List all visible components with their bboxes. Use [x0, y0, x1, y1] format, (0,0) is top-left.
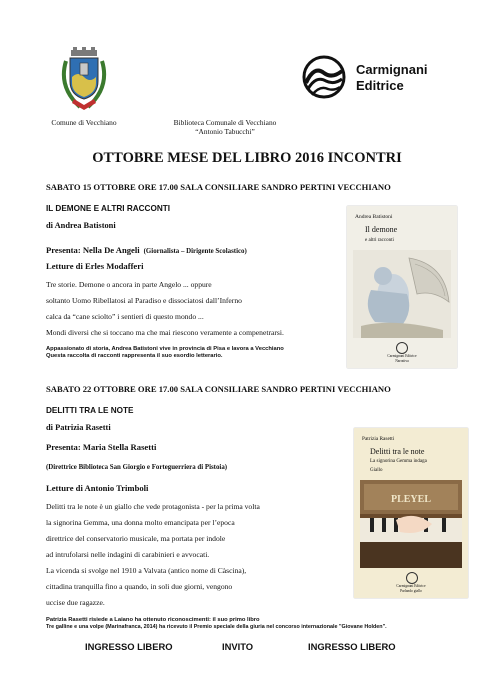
- cover2-author: Patrizia Rasetti: [362, 436, 395, 442]
- comune-caption: Comune di Vecchiano: [51, 118, 117, 127]
- event1-desc-line-4: Mondi diversi che si toccano ma che mai riescono veramente a compenetrarsi.: [46, 328, 284, 337]
- event2-desc-line-6: cittadina tranquilla fino a quando, in soli due giorni, vengono: [46, 582, 233, 591]
- event2-desc-line-1: Delitti tra le note è un giallo che vede protagonista - per la prima volta: [46, 502, 260, 511]
- publisher-logo-icon: [302, 55, 346, 99]
- cover2-title-line1: Delitti tra le note: [370, 447, 425, 456]
- event1-presenter-line: [46, 240, 247, 258]
- event2-desc-line-5: La vicenda si svolge nel 1910 a Valvata (antico nome di Càscina),: [46, 566, 247, 575]
- biblioteca-caption-line2: “Antonio Tabucchi”: [195, 127, 255, 136]
- publisher-name-line2: Editrice: [356, 78, 404, 93]
- event1-note-line-1: Appassionato di storia, Andrea Batistoni vive in provincia di Pisa e lavora a Vecchiano: [46, 346, 284, 352]
- footer-ingresso-libero-right: INGRESSO LIBERO: [308, 641, 396, 652]
- cover1-title-line1: Il demone: [365, 225, 398, 234]
- event2-note-line-1: Patrizia Rasetti risiede a Laiano ha ottenuto riconoscimenti: il suo primo libro: [46, 617, 260, 623]
- event1-readings: Letture di Erles Modafferi: [46, 261, 144, 271]
- footer-invito: INVITO: [222, 641, 254, 652]
- cover2-title-line2: La signorina Gemma indaga: [370, 459, 427, 464]
- comune-crest: [58, 47, 110, 111]
- event1-note-line-2: Questa raccolta di racconti rappresenta il suo esordio letterario.: [46, 353, 223, 359]
- cover2-artwork: [360, 480, 462, 568]
- event2-book-title: DELITTI TRA LE NOTE: [46, 406, 134, 415]
- cover2-series: Parlando giallo: [400, 589, 422, 593]
- event2-desc-line-7: uccise due ragazze.: [46, 598, 105, 607]
- publisher-name-line1: Carmignani: [356, 62, 428, 77]
- cover1-publisher-icon: [396, 342, 408, 354]
- event2-desc-line-2: la signorina Gemma, una donna molto emancipata per l’epoca: [46, 518, 235, 527]
- book-cover-delitti-tra-le-note: [354, 428, 468, 598]
- cover1-title-line2: e altri racconti: [365, 238, 394, 243]
- event1-heading: SABATO 15 OTTOBRE ORE 17.00 SALA CONSILIARE SANDRO PERTINI VECCHIANO: [46, 182, 391, 192]
- cover1-author: Andrea Batistoni: [355, 214, 393, 220]
- event1-presenter-role: (Giornalista – Dirigente Scolastico): [143, 248, 247, 255]
- event1-desc-line-1: Tre storie. Demone o ancora in parte Angelo ... oppure: [46, 280, 212, 289]
- event2-desc-line-4: ad intrufolarsi nelle indagini di carabinieri e avvocati.: [46, 550, 210, 559]
- event2-readings: Letture di Antonio Trimboli: [46, 483, 149, 493]
- biblioteca-caption-line1: Biblioteca Comunale di Vecchiano: [173, 118, 277, 127]
- cover2-publisher-icon: [406, 572, 418, 584]
- cover1-series: Narrativa: [395, 359, 409, 363]
- event1-desc-line-3: calca da “cane sciolto” i sentieri di questo mondo ...: [46, 312, 204, 321]
- event2-presenter: Presenta: Maria Stella Rasetti: [46, 442, 157, 452]
- event1-book-title: IL DEMONE E ALTRI RACCONTI: [46, 204, 171, 213]
- event2-note-line-2: Tre galline e una volpe (Marinafranca, 2014) ha ricevuto il Premio speciale della giuria nel concorso internazionale "Giovane Holden".: [46, 624, 387, 630]
- event1-presenter: Presenta: Nella De Angeli: [46, 245, 140, 255]
- footer-ingresso-libero-left: INGRESSO LIBERO: [85, 641, 173, 652]
- event1-author: di Andrea Batistoni: [46, 221, 116, 230]
- cover2-publisher: Carmignani Editrice: [396, 584, 426, 588]
- event1-desc-line-2: soltanto Uomo Ribellatosi al Paradiso e dissociatosi dall’Inferno: [46, 296, 242, 305]
- event2-author: di Patrizia Rasetti: [46, 423, 111, 432]
- event2-desc-line-3: direttrice del conservatorio musicale, ma portata per indole: [46, 534, 226, 543]
- cover1-artwork: [353, 250, 451, 338]
- cover2-genre: Giallo: [370, 468, 383, 473]
- cover1-publisher: Carmignani Editrice: [387, 354, 417, 358]
- svg-text:PLEYEL: PLEYEL: [390, 494, 432, 505]
- event2-presenter-role: (Direttrice Biblioteca San Giorgio e Forteguerriera di Pistoia): [46, 464, 228, 471]
- page-title: OTTOBRE MESE DEL LIBRO 2016 INCONTRI: [92, 150, 402, 166]
- book-cover-il-demone: [347, 206, 457, 368]
- event2-heading: SABATO 22 OTTOBRE ORE 17.00 SALA CONSILIARE SANDRO PERTINI VECCHIANO: [46, 384, 391, 394]
